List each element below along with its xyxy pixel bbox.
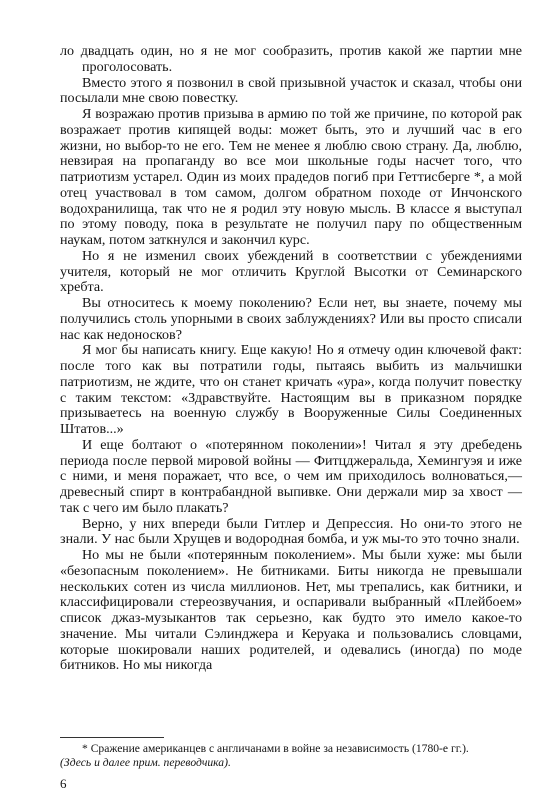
paragraph: Я возражаю против призыва в армию по той же причине, по которой рак возражает против кипящей воды: может быть, это и лучший час в его жизни, но выбор-то не его. Тем не менее я люблю свою страну. Да, люблю, невзирая на пропаганду во все мои школьные годы насчет того, что патриотизм устарел. Один из моих прадедов погиб при Геттисберге *, а мой отец участвовал в том самом, долгом обратном походе от Инчонского водохранилища, так что не я родил эту новую мысль. В классе я выступал по этому поводу, пока в результате не получил пару по общественным наукам, потом заткнулся и закончил курс. (60, 106, 522, 248)
paragraph: Вы относитесь к моему поколению? Если нет, вы знаете, почему мы получились столь упорными в своих заблуждениях? Или вы просто списали нас как недоносков? (60, 295, 522, 343)
paragraph-continuation: ло двадцать один, но я не мог сообразить, против какой же партии мне проголосовать. (60, 43, 522, 75)
paragraph: Вместо этого я позвонил в свой призывной участок и сказал, чтобы они посылали мне свою повестку. (60, 74, 522, 107)
paragraph: Но я не изменил своих убеждений в соответствии с убеждениями учителя, который не мог отличить Круглой Высотки от Семинарского хребта. (60, 247, 522, 296)
page-number: 6 (60, 776, 67, 791)
paragraph: Верно, у них впереди были Гитлер и Депрессия. Но они-то этого не знали. У нас были Хрущев и водородная бомба, и уж мы-то это точно знали. (60, 515, 522, 548)
footnote-divider (60, 737, 164, 738)
paragraph: Но мы не были «потерянным поколением». Мы были хуже: мы были «безопасным поколением». Не битниками. Биты никогда не превышали нескольких сотен из числа миллионов. Нет, мы трепались, как битники, и классифицировали стереозвучания, и оспаривали выбранный «Плейбоем» список джаз-музыкантов так серьезно, как будто это имело какое-то значение. Мы читали Сэлинджера и Керуака и пользовались словцами, которые шокировали наших родителей, и одевались (иногда) по моде битников. Но мы никогда (60, 547, 522, 674)
footnote-text: * Сражение американцев с англичанами в войне за независимость (1780-е гг.). (82, 742, 469, 755)
page-body (60, 44, 522, 674)
body-text (60, 44, 522, 674)
paragraph: И еще болтают о «потерянном поколении»! Читал я эту дребедень периода после первой мировой войны — Фитцджеральда, Хемингуэя и иже с ними, и меня поражает, что все, о чем им приходилось волноваться,— древесный спирт в контрабандной выпивке. Они держали мир за хвост — так с чего им было плакать? (60, 436, 522, 516)
paragraph: Я мог бы написать книгу. Еще какую! Но я отмечу один ключевой факт: после того как вы потратили годы, пытаясь выбить из мальчишки патриотизм, не ждите, что он станет кричать «ура», когда получит повестку с таким текстом: «Здравствуйте. Настоящим вы в приказном порядке призываетесь на военную службу в Вооруженные Силы Соединенных Штатов...» (60, 342, 522, 437)
footnote (60, 742, 522, 770)
translator-note: (Здесь и далее прим. переводчика). (60, 756, 231, 769)
